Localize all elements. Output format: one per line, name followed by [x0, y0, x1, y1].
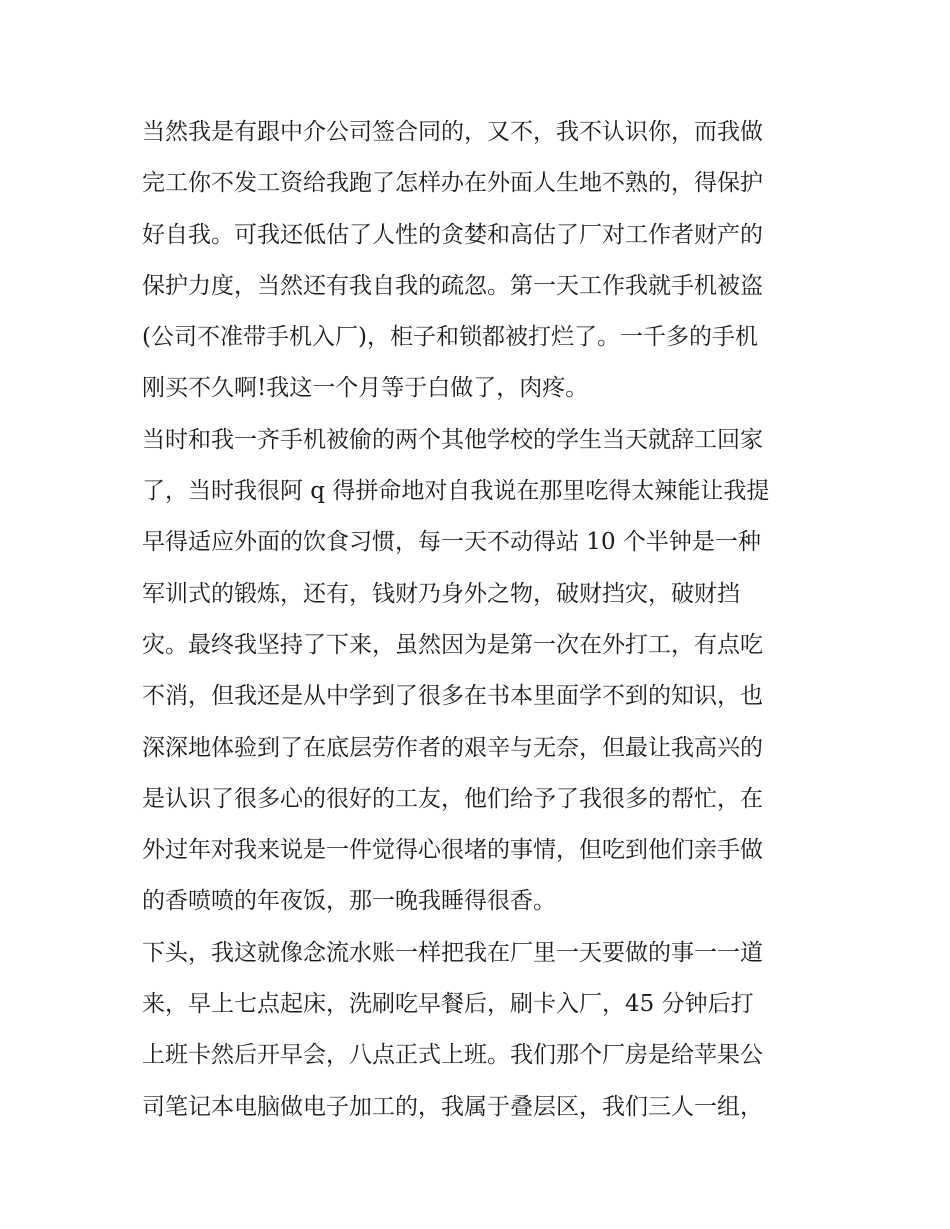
text-line: 的香喷喷的年夜饭，那一晚我睡得很香。 [142, 888, 556, 915]
text-line: 军训式的锻炼，还有，钱财乃身外之物，破财挡灾，破财挡 [142, 580, 740, 607]
text-line: 不消，但我还是从中学到了很多在书本里面学不到的知识，也 [142, 683, 763, 710]
text-line: 完工你不发工资给我跑了怎样办在外面人生地不熟的，得保护 [142, 170, 763, 197]
text-line: 刚买不久啊!我这一个月等于白做了，肉疼。 [142, 375, 589, 402]
text-line: 当时和我一齐手机被偷的两个其他学校的学生当天就辞工回家 [142, 426, 763, 453]
text-line: 早得适应外面的饮食习惯，每一天不动得站 10 个半钟是一种 [142, 529, 761, 556]
text-line: 来，早上七点起床，洗刷吃早餐后，刷卡入厂，45 分钟后打 [142, 991, 754, 1018]
text-line: 外过年对我来说是一件觉得心很堵的事情，但吃到他们亲手做 [142, 837, 763, 864]
text-line: 好自我。可我还低估了人性的贪婪和高估了厂对工作者财产的 [142, 221, 763, 248]
text-line: 上班卡然后开早会，八点正式上班。我们那个厂房是给苹果公 [142, 1042, 763, 1069]
text-line: 司笔记本电脑做电子加工的，我属于叠层区，我们三人一组， [142, 1093, 763, 1120]
text-line: 下头，我这就像念流水账一样把我在厂里一天要做的事一一道 [142, 939, 763, 966]
text-line: 当然我是有跟中介公司签合同的，又不，我不认识你，而我做 [142, 119, 763, 145]
body-text [142, 107, 814, 1133]
text-line: 了，当时我很阿 q 得拼命地对自我说在那里吃得太辣能让我提 [142, 478, 770, 505]
text-line: 灾。最终我坚持了下来，虽然因为是第一次在外打工，有点吃 [142, 631, 763, 658]
text-line: 保护力度，当然还有我自我的疏忽。第一天工作我就手机被盗 [142, 272, 763, 299]
text-line: 深深地体验到了在底层劳作者的艰辛与无奈，但最让我高兴的 [142, 734, 763, 761]
text-line: (公司不准带手机入厂)，柜子和锁都被打烂了。一千多的手机 [142, 324, 758, 351]
text-line: 是认识了很多心的很好的工友，他们给予了我很多的帮忙，在 [142, 785, 763, 812]
